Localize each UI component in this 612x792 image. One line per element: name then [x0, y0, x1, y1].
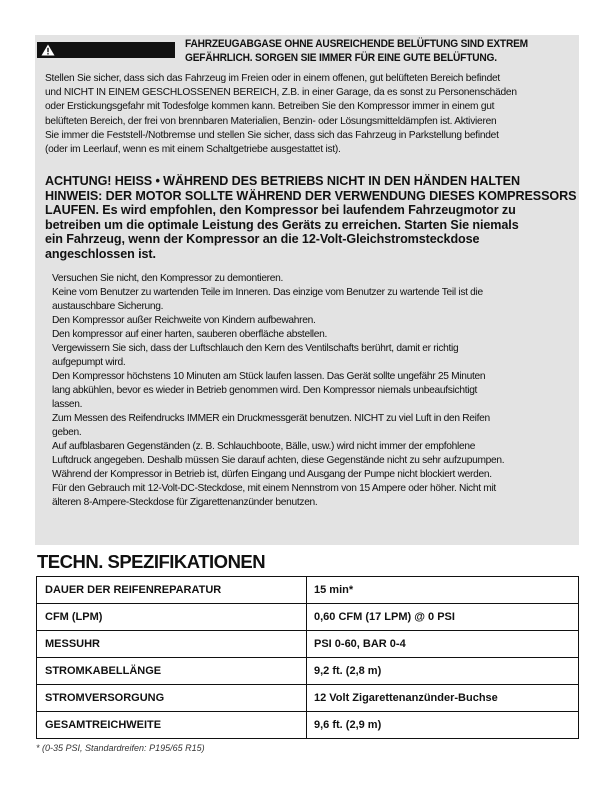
warning-label	[37, 42, 175, 58]
spec-value: 12 Volt Zigarettenanzünder-Buchse	[314, 692, 498, 704]
column-divider	[306, 604, 307, 630]
instruction-line: Den Kompressor außer Reichweite von Kindern aufbewahren.	[52, 315, 316, 326]
column-divider	[306, 577, 307, 603]
warning-body-line: und NICHT IN EINEM GESCHLOSSENEN BEREICH, Z.B. in einer Garage, da es sonst zu Personenschäden	[45, 87, 517, 99]
instruction-line: Den kompressor auf einer harten, sauberen oberfläche abstellen.	[52, 329, 328, 340]
warning-body-line: (oder im Leerlauf, wenn es mit einem Schaltgetriebe ausgestattet ist).	[45, 144, 341, 156]
warning-body-line: Stellen Sie sicher, dass sich das Fahrzeug im Freien oder in einem offenen, gut belüfteten Bereich befindet	[45, 73, 500, 84]
caution-line: ACHTUNG! HEISS • WÄHREND DES BETRIEBS NICHT IN DEN HÄNDEN HALTEN	[45, 174, 520, 188]
warning-body-line: oder Erstickungsgefahr mit Todesfolge kommen kann. Betreiben Sie den Kompressor immer in einem gut	[45, 101, 495, 113]
instruction-line: Versuchen Sie nicht, den Kompressor zu demontieren.	[52, 273, 284, 284]
caution-line: HINWEIS: DER MOTOR SOLLTE WÄHREND DER VERWENDUNG DIESES KOMPRESSORS	[45, 188, 577, 203]
column-divider	[306, 685, 307, 711]
spec-value: 9,2 ft. (2,8 m)	[314, 665, 382, 677]
spec-value: 0,60 CFM (17 LPM) @ 0 PSI	[314, 611, 455, 623]
column-divider	[306, 631, 307, 657]
warning-title-line: GEFÄHRLICH. SORGEN SIE IMMER FÜR EINE GUTE BELÜFTUNG.	[185, 51, 497, 64]
table-row	[37, 604, 578, 631]
column-divider	[306, 658, 307, 684]
caution-line: LAUFEN. Es wird empfohlen, den Kompressor bei laufendem Fahrzeugmotor zu	[45, 203, 516, 218]
instruction-line: aufgepumpt wird.	[52, 357, 126, 368]
instruction-line: Für den Gebrauch mit 12-Volt-DC-Steckdose, mit einem Nennstrom von 15 Ampere oder höher. Nicht mit	[52, 483, 496, 494]
warning-triangle-icon	[41, 44, 55, 56]
instruction-line: Zum Messen des Reifendrucks IMMER ein Druckmessgerät benutzen. NICHT zu viel Luft in den Reifen	[52, 413, 490, 424]
instruction-list	[52, 272, 582, 510]
spec-key: GESAMTREICHWEITE	[45, 719, 162, 731]
instruction-line: Luftdruck angegeben. Deshalb müssen Sie darauf achten, diese Gegenstände nicht zu sehr aufzupumpen.	[52, 455, 505, 466]
instruction-line: Auf aufblasbaren Gegenständen (z. B. Schlauchboote, Bälle, usw.) wird nicht immer der empfohlene	[52, 441, 476, 452]
spec-value: 15 min*	[314, 584, 354, 596]
instruction-line: Keine vom Benutzer zu wartenden Teile im Inneren. Das einzige vom Benutzer zu wartende Teil ist die	[52, 287, 483, 298]
warning-title	[185, 38, 569, 65]
table-row	[37, 631, 578, 658]
spec-key: STROMKABELLÄNGE	[45, 665, 162, 677]
table-row	[37, 685, 578, 712]
table-row	[37, 658, 578, 685]
instruction-line: Den Kompressor höchstens 10 Minuten am Stück laufen lassen. Das Gerät sollte ungefähr 25 Minuten	[52, 371, 486, 382]
warning-body-line: Sie immer die Feststell-/Notbremse und stellen Sie sicher, dass sich das Fahrzeug in Parkstellung befindet	[45, 129, 499, 141]
footnote: * (0-35 PSI, Standardreifen: P195/65 R15)	[36, 743, 205, 753]
specs-table	[36, 576, 579, 739]
spec-key: DAUER DER REIFENREPARATUR	[45, 584, 222, 596]
spec-key: MESSUHR	[45, 638, 101, 650]
specs-heading: TECHN. SPEZIFIKATIONEN	[37, 551, 266, 572]
spec-value: 9,6 ft. (2,9 m)	[314, 719, 382, 731]
caution-block	[45, 174, 585, 262]
instruction-line: lassen.	[52, 399, 83, 410]
instruction-line: austauschbare Sicherung.	[52, 301, 164, 312]
column-divider	[306, 712, 307, 739]
instruction-line: lang abkühlen, bevor es wieder in Betrieb genommen wird. Den Kompressor niemals unbeaufsichtigt	[52, 385, 478, 396]
caution-line: angeschlossen ist.	[45, 246, 156, 261]
caution-line: ein Fahrzeug, wenn der Kompressor an die 12-Volt-Gleichstromsteckdose	[45, 232, 480, 247]
spec-key: STROMVERSORGUNG	[45, 692, 165, 704]
table-row	[37, 577, 578, 604]
warning-title-line: FAHRZEUGABGASE OHNE AUSREICHENDE BELÜFTUNG SIND EXTREM	[185, 38, 528, 50]
warning-body	[45, 72, 585, 157]
instruction-line: Während der Kompressor in Betrieb ist, dürfen Eingang und Ausgang der Pumpe nicht blockiert werden.	[52, 469, 492, 480]
warning-body-line: belüfteten Bereich, der frei von brennbaren Materialien, Benzin- oder Lösungsmitteldämpfen ist. Aktivieren	[45, 115, 497, 127]
spec-key: CFM (LPM)	[45, 611, 103, 623]
instruction-line: älteren 8-Ampere-Steckdose für Zigarettenanzünder benutzen.	[52, 497, 318, 508]
caution-line: betreiben um die optimale Leistung des Geräts zu erreichen. Starten Sie niemals	[45, 217, 519, 232]
table-row	[37, 712, 578, 739]
instruction-line: Vergewissern Sie sich, dass der Luftschlauch den Kern des Ventilschafts berührt, damit er richtig	[52, 343, 459, 354]
instruction-line: geben.	[52, 427, 82, 438]
spec-value: PSI 0-60, BAR 0-4	[314, 638, 406, 650]
